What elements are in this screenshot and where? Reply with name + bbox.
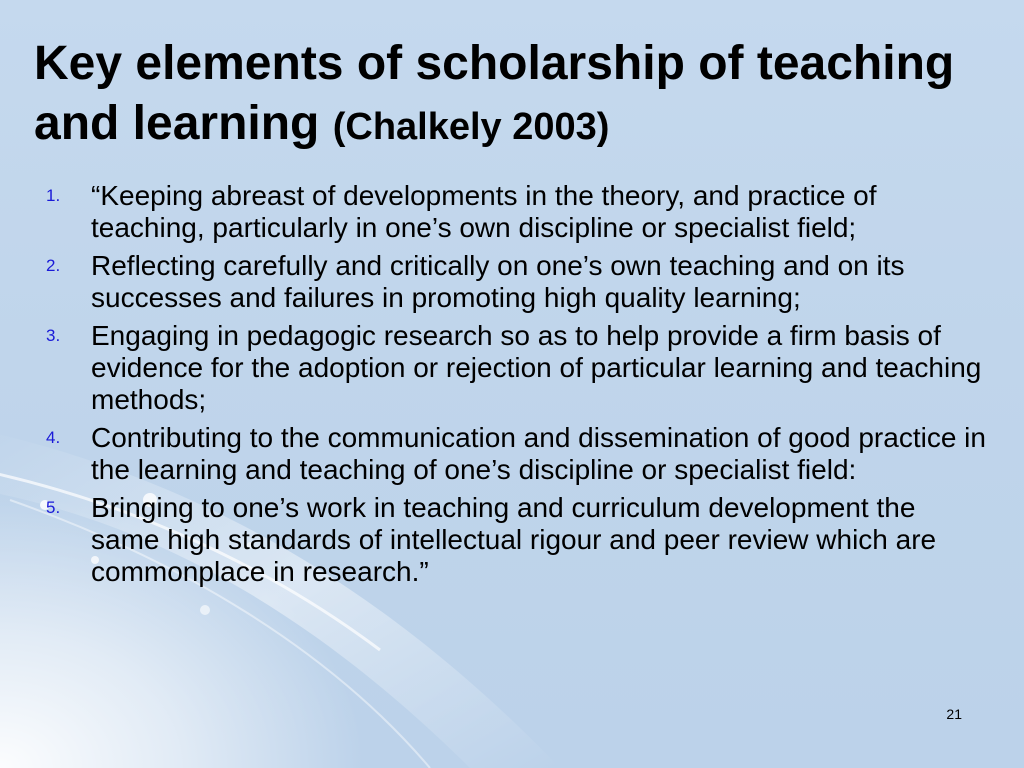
list-item-number: 5.: [46, 498, 61, 517]
list-item-text: Engaging in pedagogic research so as to help provide a firm basis of evidence for the adoption or rejection of particular learning and teaching methods;: [91, 320, 982, 415]
list-item-number: 2.: [46, 256, 61, 275]
list-item-text: Contributing to the communication and dissemination of good practice in the learning and teaching of one’s discipline or specialist field:: [91, 422, 986, 485]
slide-title: [34, 34, 1014, 157]
list-item-text: “Keeping abreast of developments in the theory, and practice of teaching, particularly in one’s own discipline or specialist field;: [91, 180, 877, 243]
list-item: [40, 250, 990, 314]
list-item-number: 3.: [46, 326, 61, 345]
slide-title-main: Key elements of scholarship of teaching and learning: [34, 37, 955, 150]
slide-title-citation: (Chalkely 2003): [332, 106, 610, 148]
list-item-text: Bringing to one’s work in teaching and curriculum development the same high standards of intellectual rigour and peer review which are commonplace in research.”: [91, 492, 937, 587]
list-item-number: 4.: [46, 428, 61, 447]
list-item: [40, 180, 990, 244]
list-item-number: 1.: [46, 186, 61, 205]
numbered-list: [40, 180, 990, 594]
list-item: [40, 492, 990, 588]
slide-page-number: 21: [946, 706, 962, 722]
list-item: [40, 320, 990, 416]
list-item-text: Reflecting carefully and critically on one’s own teaching and on its successes and failures in promoting high quality learning;: [91, 250, 905, 313]
list-item: [40, 422, 990, 486]
